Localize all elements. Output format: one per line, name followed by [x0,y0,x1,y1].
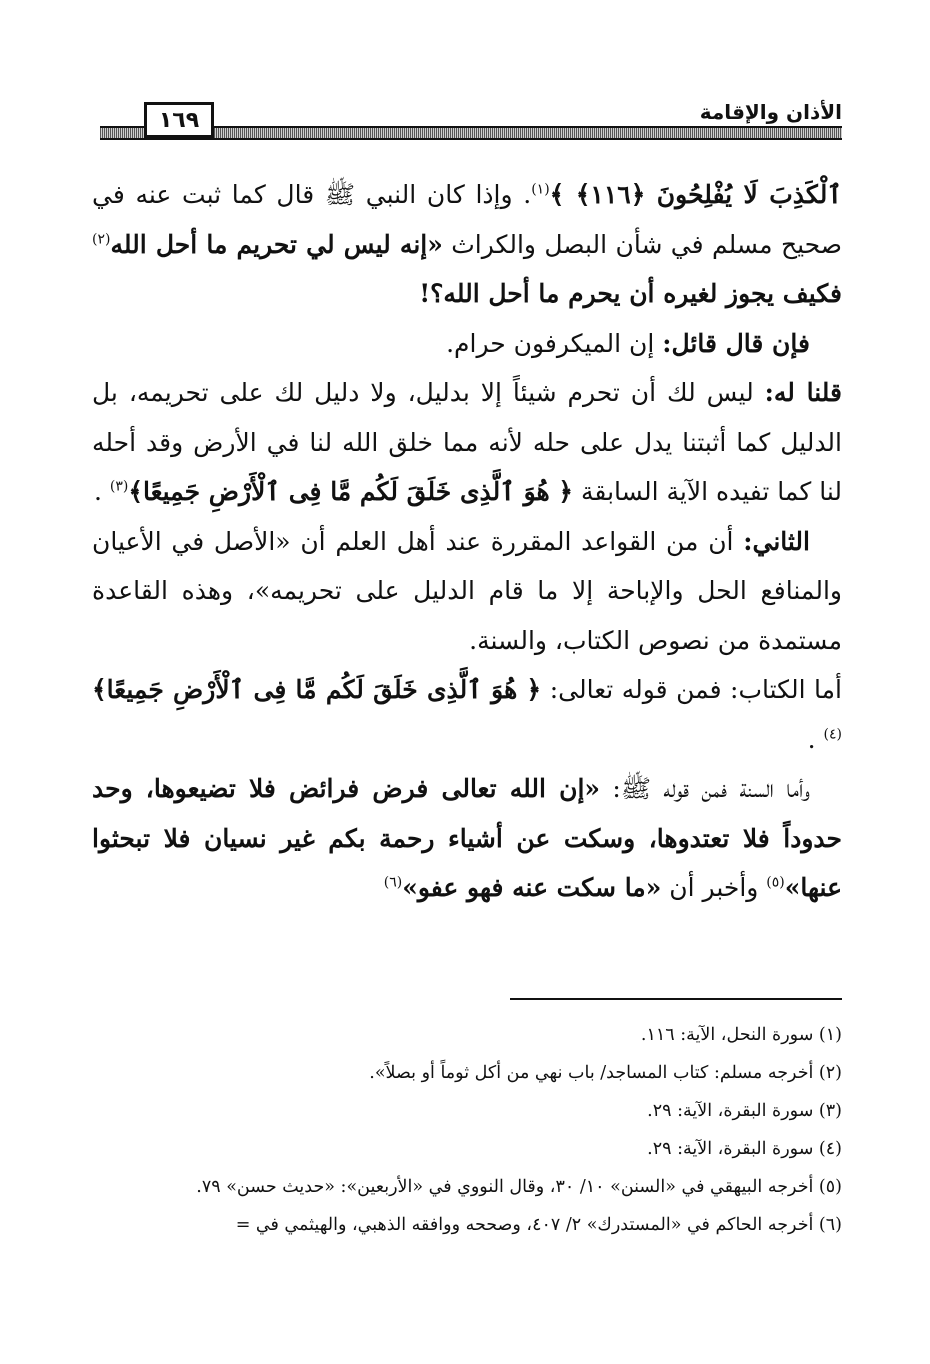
paragraph: وأما السنة فمن قوله ﷺ: «إن الله تعالى فرض فرائض فلا تضيعوها، وحد حدوداً فلا تعتدوها، وسكت عن أشياء رحمة بكم غير نسيان فلا تبحثوا عنها»$^{(٥)}$ وأخبر أن «ما سكت عنه فهو عفو»$^{(٦)}$ [92,774,842,902]
footnote-mark: (٥) [766,874,785,891]
page-header [100,98,842,144]
paragraph-lead: الثاني: [743,526,810,556]
footnote: (٢) أخرجه مسلم: كتاب المساجد/ باب نهي من أكل ثوماً أو بصلاً». [369,1063,842,1083]
paragraph: الثاني: أن من القواعد المقررة عند أهل العلم أن «الأصل في الأعيان والمنافع الحل والإباحة إلا ما قام الدليل على تحريمه»، وهذه القاعدة مستمدة من نصوص الكتاب، والسنة. [92,526,842,655]
quran-verse: ﴿ هُوَ ٱلَّذِى خَلَقَ لَكُم مَّا فِى ٱلْأَرْضِ جَمِيعًا﴾ [92,675,542,704]
hadith-quote: «ما سكت عنه فهو عفو» [402,873,662,902]
quran-verse: ٱلْكَذِبَ لَا يُفْلِحُونَ ﴿١١٦﴾ ﴾ [549,180,842,209]
paragraph: ٱلْكَذِبَ لَا يُفْلِحُونَ ﴿١١٦﴾ ﴾$^{(١)}$. وإذا كان النبي ﷺ قال كما ثبت عنه في صحيح مسلم في شأن البصل والكراث «إنه ليس لي تحريم ما أحل الله$^{(٢)}$ فكيف يجوز لغيره أن يحرم ما أحل الله؟! [92,180,843,308]
page-number: ١٦٩ [144,102,214,138]
footnote-mark: (٤) [823,726,842,743]
running-title: الأذان والإقامة [699,100,842,124]
footnote-mark: (٢) [92,231,111,248]
footnotes [92,1016,842,1244]
hadith-quote: «إن الله تعالى فرض فرائض فلا تضيعوها، وحد حدوداً فلا تعتدوها، وسكت عن أشياء رحمة بكم غير نسيان فلا تبحثوا عنها» [92,774,842,902]
footnote-mark: (٣) [109,478,129,495]
paragraph-lead: قلنا له: [764,378,842,407]
paragraph-lead: فإن قال قائل: [662,328,810,358]
footnote-mark: (٦) [383,874,403,891]
footnote-mark: (١) [531,181,550,198]
quran-verse: ﴿ هُوَ ٱلَّذِى خَلَقَ لَكُم مَّا فِى ٱلْأَرْضِ جَمِيعًا﴾ [128,477,574,506]
paragraph: قلنا له: ليس لك أن تحرم شيئاً إلا بدليل، ولا دليل لك على تحريمه، بل الدليل كما أثبتنا يدل على حله لأنه مما خلق الله لنا في الأرض وقد أحله لنا كما تفيده الآية السابقة ﴿ هُوَ ٱلَّذِى خَلَقَ لَكُم مَّا فِى ٱلْأَرْضِ جَمِيعًا﴾$^{(٣)}$ . [92,378,842,506]
footnote: (٦) أخرجه الحاكم في «المستدرك» ٢/ ٤٠٧، وصححه ووافقه الذهبي، والهيثمي في = [235,1215,842,1235]
footnote: (٣) سورة البقرة، الآية: ٢٩. [647,1101,842,1121]
hadith-quote: «إنه ليس لي تحريم ما أحل الله [110,229,443,259]
paragraph: فإن قال قائل: إن الميكرفون حرام. [446,328,810,358]
footnote: (١) سورة النحل، الآية: ١١٦. [640,1025,842,1045]
footnote: (٥) أخرجه البيهقي في «السنن» ١٠/ ٣٠، وقال النووي في «الأربعين»: «حديث حسن» ٧٩. [196,1177,842,1197]
main-text [92,170,842,913]
paragraph: أما الكتاب: فمن قوله تعالى: ﴿ هُوَ ٱلَّذِى خَلَقَ لَكُم مَّا فِى ٱلْأَرْضِ جَمِيعًا﴾$^{(٤)}$ . [92,675,842,754]
footnote-separator [510,998,842,1000]
footnote: (٤) سورة البقرة، الآية: ٢٩. [647,1139,842,1159]
